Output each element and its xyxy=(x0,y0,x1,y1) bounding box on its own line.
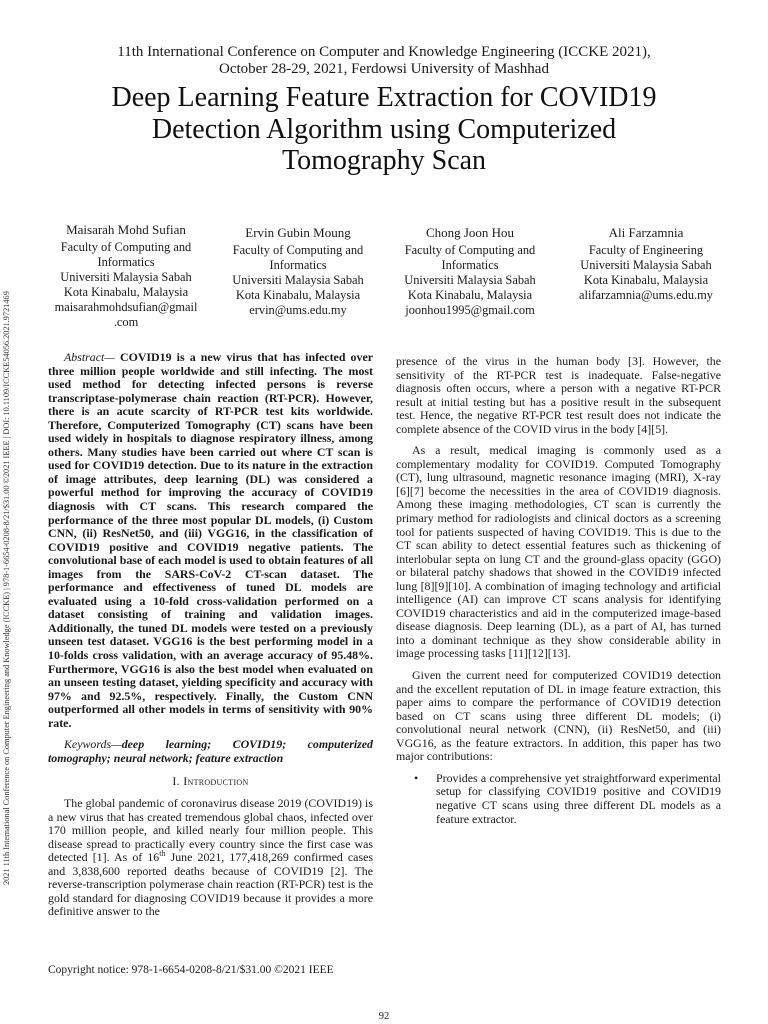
abstract-text: COVID19 is a new virus that has infected over three million people worldwide and still infecting. The most used method for detecting infected persons is reverse transcriptase-polymerase chain reaction (RT-PCR). However, there is an acute scarcity of RT-PCR test kits worldwide. Therefore, Computerized Tomography (CT) scans have been used widely in hospitals to diagnose respiratory illness, among others. Many studies have been carried out where CT scan is used for COVID19 detection. Due to its nature in the extraction of image attributes, deep learning (DL) was considered a powerful method for improving the accuracy of COVID19 diagnosis with CT scans. This research compared the performance of the three most popular DL models, (i) Custom CNN, (ii) ResNet50, and (iii) VGG16, in the classification of COVID19 positive and COVID19 negative patients. The convolutional base of each model is used to obtain features of all images from the SARS-CoV-2 CT-scan dataset. The performance and effectiveness of tuned DL models are evaluated using a 10-fold cross-validation performed on a dataset consisting of training and validation images. Additionally, the tuned DL models were tested on a previously unseen test dataset. VGG16 is the best performing model in a 10-folds cross validation, with an average accuracy of 95.48%. Furthermore, VGG16 is also the best model when evaluated on an unseen testing dataset, yielding specificity and accuracy with 97% and 92.5%, respectively. Finally, the Custom CNN outperformed all other models in terms of sensitivity with 90% rate. xyxy=(48,350,373,730)
author-affiliation: Faculty of Computing and xyxy=(60,240,192,254)
author-name: Ervin Gubin Moung xyxy=(245,225,351,240)
author-affiliation: Universiti Malaysia Sabah xyxy=(404,273,536,287)
author-email: .com xyxy=(113,315,139,329)
author-block-4 xyxy=(556,225,736,303)
author-affiliation: Kota Kinabalu, Malaysia xyxy=(63,285,189,299)
contribution-bullet xyxy=(396,772,721,826)
copyright-notice: Copyright notice: 978-1-6654-0208-8/21/$31.00 ©2021 IEEE xyxy=(48,964,334,976)
conference-line-1: 11th International Conference on Computer and Knowledge Engineering (ICCKE 2021), xyxy=(117,44,651,60)
author-affiliation: Universiti Malaysia Sabah xyxy=(60,270,192,284)
author-email: ervin@ums.edu.my xyxy=(249,303,347,317)
author-affiliation: Kota Kinabalu, Malaysia xyxy=(583,273,709,287)
author-affiliation: Informatics xyxy=(269,258,327,272)
author-affiliation: Universiti Malaysia Sabah xyxy=(580,258,712,272)
bullet-text: Provides a comprehensive yet straightforward experimental setup for classifying COVID19 positive and COVID19 negative CT scans using three different DL models as a feature extractor. xyxy=(436,770,721,826)
title-line: Detection Algorithm using Computerized xyxy=(151,113,617,145)
author-block-3 xyxy=(380,225,560,318)
author-block-1 xyxy=(36,222,216,330)
author-name: Ali Farzamnia xyxy=(608,225,684,240)
author-email: joonhou1995@gmail.com xyxy=(405,303,535,317)
body-paragraph: Given the current need for computerized COVID19 detection and the excellent reputation of DL in image feature extraction, this paper aims to compare the performance of COVID19 detection based on CT scans using three different DL models; (i) convolutional neural network (CNN), (ii) ResNet50, and (iii) VGG16, as the feature extractors. In addition, this paper has two major contributions: xyxy=(396,668,721,764)
keywords xyxy=(48,738,373,765)
body-paragraph: presence of the virus in the human body [3]. However, the sensitivity of the RT-PCR test is inadequate. False-negative diagnosis often occurs, where a person with a negative RT-PCR result at initial testing but has a positive result in the subsequent test. Hence, the negative RT-PCR test result does not indicate the complete absence of the COVID virus in the body [4][5]. xyxy=(396,354,721,436)
author-affiliation: Faculty of Engineering xyxy=(588,243,704,257)
author-email: maisarahmohdsufian@gmail xyxy=(54,300,198,314)
superscript: th xyxy=(159,849,166,859)
conference-header xyxy=(0,44,768,78)
author-affiliation: Faculty of Computing and xyxy=(404,243,536,257)
section-heading: I. Introduction xyxy=(172,774,249,789)
conference-line-2: October 28-29, 2021, Ferdowsi University of Mashhad xyxy=(219,61,549,77)
title-line: Tomography Scan xyxy=(281,145,487,176)
author-block-2 xyxy=(208,225,388,318)
keywords-text: deep learning; COVID19; computerized tomography; neural network; feature extraction xyxy=(48,737,373,765)
intro-text-b: June 2021, 177,418,269 confirmed cases and 3,838,600 reported deaths because of COVID19 [2]. The reverse-transcription polymerase chain reaction (RT-PCR) test is the gold standard for diagnosing COVID19 because it provides a more definitive answer to the xyxy=(48,850,373,919)
intro-text-a: The global pandemic of coronavirus disease 2019 (COVID19) is a new virus that has created tremendous global chaos, infected over 170 million people, and killed nearly four million people. This disease spread to practically every country since the first case was detected [1]. As of 16 xyxy=(48,795,373,865)
author-name: Chong Joon Hou xyxy=(425,225,515,240)
abstract-lead: Abstract— xyxy=(64,350,115,364)
body-paragraph: As a result, medical imaging is commonly used as a complementary modality for COVID19. Computed Tomography (CT), lung ultrasound, magnetic resonance imaging (MRI), X-ray [6][7] become the necessities in the area of COVID19 diagnosis. Among these imaging methodologies, CT scan is currently the primary method for radiologists and clinical doctors as a screening tool for patients suspected of having COVID19. This is due to the CT scan ability to detect essential features such as thickening of interlobular septa on lung CT and the ground-glass opacity (GGO) or bilateral patchy shadows that showed in the COVID19 infected lung [8][9][10]. A combination of imaging technology and artificial intelligence (AI) can improve CT scans analysis for identifying COVID19 characteristics and aid in the computerized image-based disease diagnosis. Deep learning (DL), as a part of AI, has turned into a dominant technique as they show considerable ability in image processing tasks [11][12][13]. xyxy=(396,443,721,661)
author-affiliation: Universiti Malaysia Sabah xyxy=(232,273,364,287)
author-affiliation: Kota Kinabalu, Malaysia xyxy=(235,288,361,302)
author-email: alifarzamnia@ums.edu.my xyxy=(579,288,713,302)
author-affiliation: Informatics xyxy=(97,255,155,269)
title-line: Deep Learning Feature Extraction for COVID19 xyxy=(111,82,657,113)
side-doi-stamp: 2021 11th International Conference on Computer Engineering and Knowledge (ICCKE) | 978-1-6654-0208-8/21/$31.00 ©2021 IEEE | DOI: 10.1109/ICCKE54056.2021.9721469 xyxy=(2,291,11,885)
bullet-icon: • xyxy=(414,770,419,785)
left-column xyxy=(48,351,373,927)
right-column xyxy=(396,355,721,826)
keywords-lead: Keywords— xyxy=(64,737,122,752)
intro-paragraph xyxy=(48,797,373,919)
page-number: 92 xyxy=(378,1011,390,1022)
author-name: Maisarah Mohd Sufian xyxy=(66,222,186,237)
author-affiliation: Informatics xyxy=(441,258,499,272)
author-affiliation: Faculty of Computing and xyxy=(232,243,364,257)
paper-title xyxy=(0,82,768,177)
author-affiliation: Kota Kinabalu, Malaysia xyxy=(407,288,533,302)
abstract xyxy=(48,351,373,730)
